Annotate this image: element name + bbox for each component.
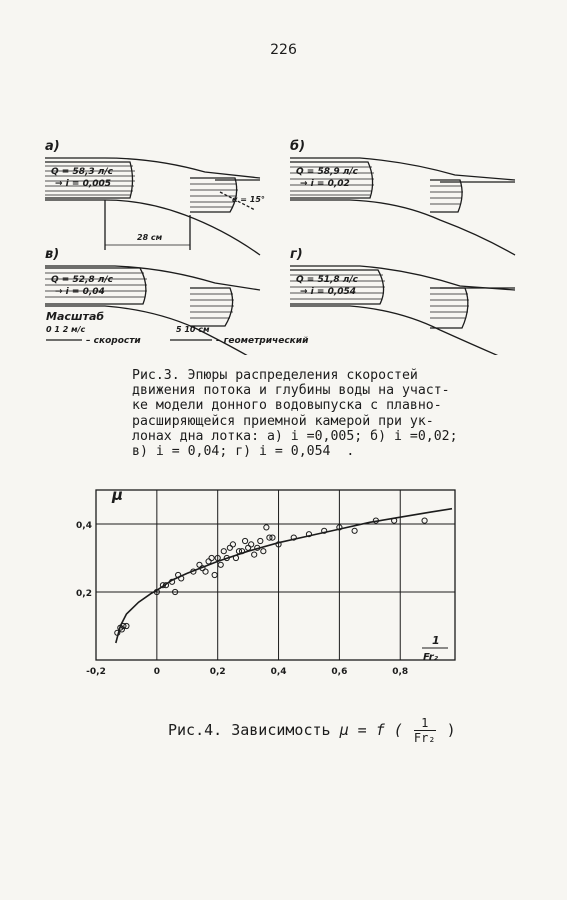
x-tick-label: -0,2 [86, 667, 106, 677]
x-tick-label: 0,2 [209, 667, 226, 677]
scale-title: Масштаб [46, 310, 105, 323]
y-tick-label: 0,2 [76, 589, 92, 599]
x-tick-label: 0 [153, 667, 160, 677]
scale-velocity-ticks: 0 1 2 м/с [46, 325, 86, 334]
x-tick-label: 0,6 [331, 667, 348, 677]
scale-geometric-label: – геометрический [216, 336, 309, 346]
data-point [252, 552, 257, 557]
panel-c-slope: → i = 0,04 [55, 287, 105, 297]
data-point [261, 549, 266, 554]
data-point [230, 542, 235, 547]
data-point [422, 518, 427, 523]
data-point [249, 542, 254, 547]
figure-4-caption-fraction [414, 716, 436, 745]
scale-geometric-ticks: 5 10 см [176, 325, 210, 334]
data-point [221, 549, 226, 554]
panel-b-letter: б) [290, 139, 306, 154]
caption-line: лонах дна лотка: а) i =0,005; б) i =0,02; [132, 428, 458, 444]
panel-b [290, 139, 515, 255]
figure-4-chart [0, 470, 567, 685]
data-point [233, 555, 238, 560]
panel-d-letter: г) [290, 247, 303, 262]
data-point [227, 545, 232, 550]
page-number: 226 [270, 42, 297, 58]
plot-frame [96, 490, 455, 660]
data-point [206, 559, 211, 564]
x-axis-label-num: 1 [432, 634, 440, 647]
x-axis-label-den: Fr₂ [423, 652, 439, 663]
panel-a-angle: α = 15° [232, 195, 265, 204]
fit-curve [116, 509, 452, 643]
caption-line: ке модели донного водовыпуска с плавно- [132, 398, 442, 414]
panel-b-slope: → i = 0,02 [300, 179, 350, 189]
figure-3-caption [132, 368, 462, 459]
figure-4-caption-mu: μ = f ( [339, 721, 403, 739]
data-point [203, 569, 208, 574]
data-point [258, 538, 263, 543]
data-point [264, 525, 269, 530]
panel-a-slope: → i = 0,005 [55, 179, 112, 189]
caption-line: расширяющейся приемной камерой при ук- [132, 413, 434, 429]
figure-4-caption-prefix: Рис.4. Зависимость [168, 721, 331, 739]
data-point [352, 528, 357, 533]
caption-line: Рис.3. Эпюры распределения скоростей [132, 368, 418, 383]
data-point [212, 572, 217, 577]
caption-line: движения потока и глубины воды на участ- [132, 383, 450, 399]
fraction-denominator: Fr₂ [413, 731, 436, 745]
x-tick-label: 0,4 [270, 667, 287, 677]
y-tick-label: 0,4 [76, 521, 92, 531]
panel-a [45, 139, 265, 255]
figure-3-velocity-diagrams [0, 120, 567, 355]
y-axis-label: μ [112, 486, 124, 504]
panel-b-flow: Q = 58,9 л/с [296, 167, 359, 177]
panel-a-dimension: 28 см [137, 233, 163, 242]
data-point [246, 545, 251, 550]
data-point [197, 562, 202, 567]
data-point [242, 538, 247, 543]
panel-d [290, 247, 515, 355]
panel-a-letter: а) [45, 139, 60, 154]
data-point [209, 555, 214, 560]
panel-c-letter: в) [45, 247, 60, 262]
scale-legend [46, 310, 309, 346]
panel-c-flow: Q = 52,8 л/с [51, 275, 114, 285]
fraction-numerator: 1 [414, 716, 436, 731]
caption-line: в) i = 0,04; г) i = 0,054 . [132, 444, 355, 460]
data-point [218, 562, 223, 567]
x-tick-label: 0,8 [392, 667, 409, 677]
panel-a-flow: Q = 58,3 л/с [51, 167, 114, 177]
panel-d-flow: Q = 51,8 л/с [296, 275, 359, 285]
scale-velocity-label: – скорости [86, 336, 141, 346]
figure-4-caption-close: ) [446, 721, 456, 739]
figure-4-caption [168, 716, 456, 745]
panel-d-slope: → i = 0,054 [300, 287, 357, 297]
